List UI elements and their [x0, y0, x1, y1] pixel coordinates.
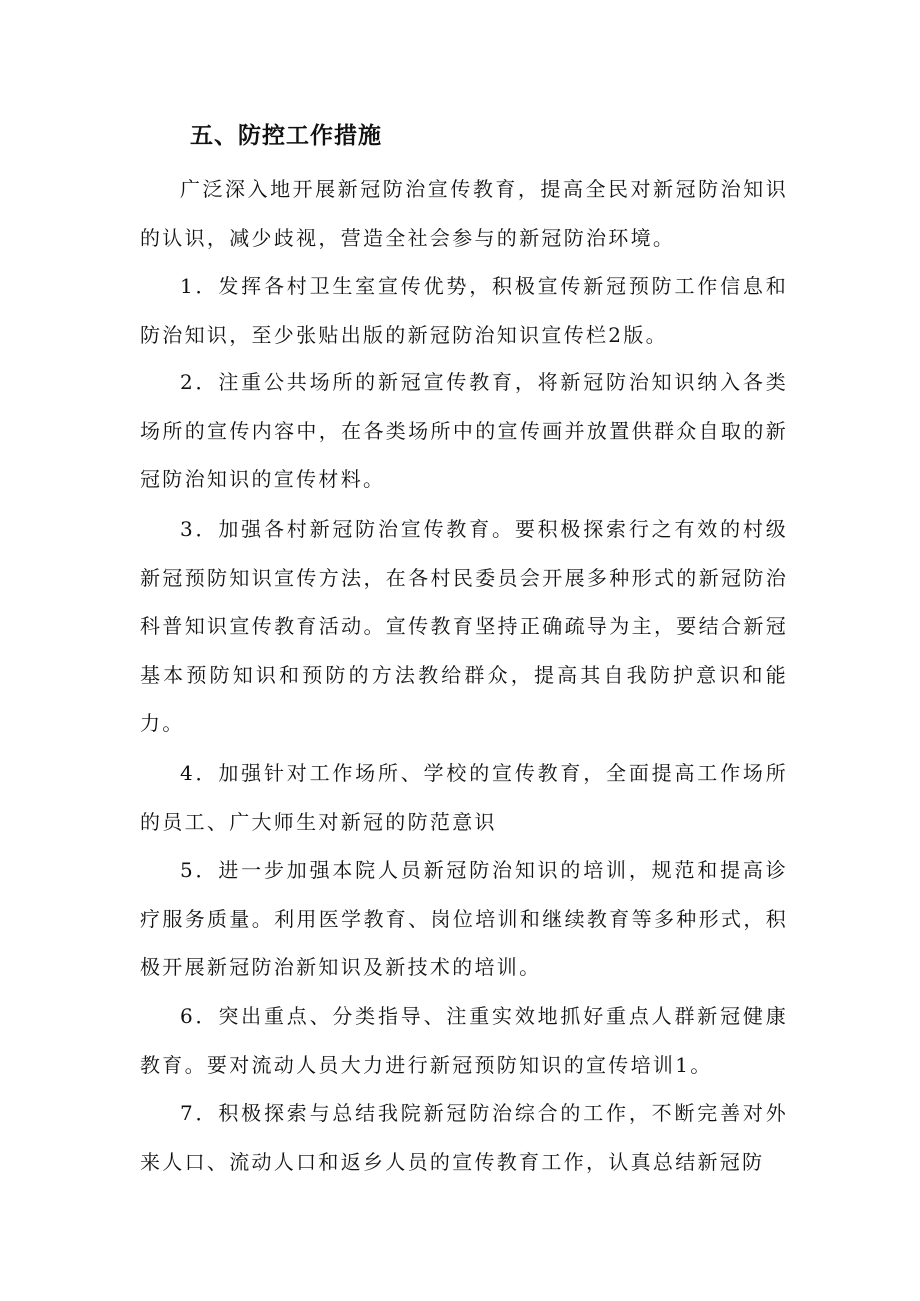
paragraph-item-2: 2．注重公共场所的新冠宣传教育，将新冠防治知识纳入各类场所的宣传内容中，在各类场所中的宣传画并放置供群众自取的新冠防治知识的宣传材料。	[140, 370, 788, 491]
paragraph-item-5: 5．进一步加强本院人员新冠防治知识的培训，规范和提高诊疗服务质量。利用医学教育、岗位培训和继续教育等多种形式，积极开展新冠防治新知识及新技术的培训。	[140, 858, 788, 979]
section-heading: 五、防控工作措施	[190, 122, 382, 149]
paragraph-item-3: 3．加强各村新冠防治宣传教育。要积极探索行之有效的村级新冠预防知识宣传方法，在各村民委员会开展多种形式的新冠防治科普知识宣传教育活动。宣传教育坚持正确疏导为主，要结合新冠基本预防知识和预防的方法教给群众，提高其自我防护意识和能力。	[140, 517, 788, 735]
paragraph-item-7: 7．积极探索与总结我院新冠防治综合的工作，不断完善对外来人口、流动人口和返乡人员的宣传教育工作，认真总结新冠防	[140, 1101, 788, 1174]
paragraph-item-6: 6．突出重点、分类指导、注重实效地抓好重点人群新冠健康教育。要对流动人员大力进行新冠预防知识的宣传培训1。	[140, 1004, 788, 1077]
paragraph-intro: 广泛深入地开展新冠防治宣传教育，提高全民对新冠防治知识的认识，减少歧视，营造全社会参与的新冠防治环境。	[140, 177, 788, 250]
paragraph-item-4: 4．加强针对工作场所、学校的宣传教育，全面提高工作场所的员工、广大师生对新冠的防范意识	[140, 761, 788, 834]
paragraph-item-1: 1．发挥各村卫生室宣传优势，积极宣传新冠预防工作信息和防治知识，至少张贴出版的新冠防治知识宣传栏2版。	[140, 274, 788, 347]
